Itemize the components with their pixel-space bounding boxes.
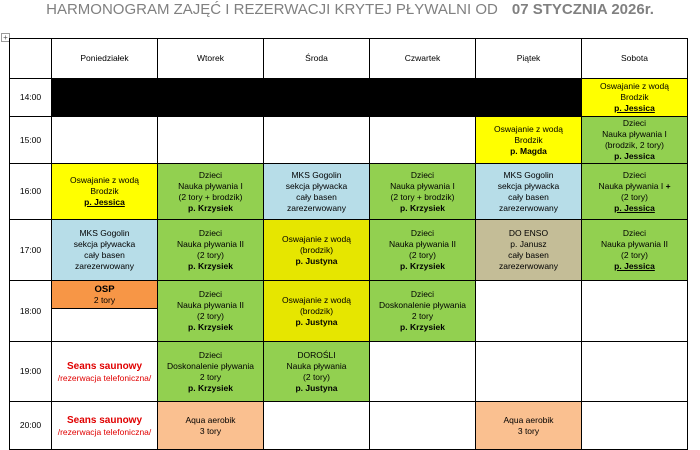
empty-cell [476, 342, 582, 402]
class-line: Nauka pływania [286, 360, 347, 371]
class-line: Brodzik [90, 186, 119, 196]
reserved-block [52, 79, 158, 117]
empty-cell [52, 117, 158, 164]
class-cell[interactable] [158, 281, 264, 342]
class-line: (brodzik) [299, 244, 334, 255]
class-line: Oswajanie z wodą [600, 81, 669, 91]
class-cell[interactable] [476, 117, 582, 164]
class-line: (brodzik, 2 tory) [604, 140, 665, 150]
class-line: Dzieci [198, 169, 223, 180]
class-line: Dzieci [622, 228, 647, 238]
class-line: Dzieci [198, 289, 223, 299]
class-line: cały basen [84, 250, 125, 260]
class-line: Brodzik [514, 134, 543, 145]
class-line: cały basen [296, 191, 337, 202]
class-line: (2 tory + brodzik) [390, 191, 455, 202]
class-line: Aqua aerobik [185, 414, 236, 425]
class-line: DOROŚLI [297, 349, 336, 360]
day-header-saturday: Sobota [582, 39, 688, 79]
empty-cell [264, 402, 370, 450]
time-label: 15:00 [10, 117, 52, 164]
class-line: sekcja pływacka [497, 180, 560, 191]
empty-cell [264, 117, 370, 164]
empty-cell [476, 281, 582, 342]
row-1800 [10, 281, 688, 309]
reserved-block [264, 79, 370, 117]
day-header-thursday: Czwartek [370, 39, 476, 79]
class-line: zarezerwowany [286, 202, 347, 213]
empty-cell [582, 402, 688, 450]
class-line: MKS Gogolin [291, 169, 342, 180]
class-cell[interactable] [158, 402, 264, 450]
instructor: p. Jessica [614, 202, 655, 213]
class-line: zarezerwowany [498, 202, 559, 213]
schedule-table [9, 38, 688, 450]
class-cell[interactable] [582, 164, 688, 220]
class-line: Nauka pływania I [390, 180, 455, 191]
empty-cell [370, 402, 476, 450]
table-move-handle-icon[interactable]: + [1, 33, 10, 42]
class-cell[interactable] [582, 117, 688, 164]
class-line: cały basen [508, 191, 549, 202]
instructor: p. Magda [510, 145, 547, 156]
class-cell[interactable] [264, 164, 370, 220]
class-line: (2 tory) [621, 250, 648, 260]
plus-mark: + [665, 180, 671, 191]
class-cell[interactable] [52, 281, 158, 309]
class-line: Nauka pływania I [602, 129, 667, 139]
class-cell[interactable] [158, 342, 264, 402]
class-line: sekcja pływacka [73, 239, 136, 249]
class-line: Oswajanie z wodą [70, 175, 139, 185]
page-title [0, 0, 700, 22]
row-1700 [10, 220, 688, 281]
class-line: Nauka pływania II [176, 239, 245, 249]
class-line: Dzieci [410, 169, 435, 180]
class-line: Dzieci [410, 228, 435, 238]
day-header-monday: Poniedziałek [52, 39, 158, 79]
class-line: cały basen [508, 250, 549, 260]
class-cell[interactable] [158, 164, 264, 220]
instructor: p. Krzysiek [188, 322, 233, 332]
instructor: p. Justyna [295, 255, 338, 266]
day-header-wednesday: Środa [264, 39, 370, 79]
time-label: 17:00 [10, 220, 52, 281]
empty-cell [370, 342, 476, 402]
time-label: 14:00 [10, 79, 52, 117]
row-1600 [10, 164, 688, 220]
title-text: HARMONOGRAM ZAJĘĆ I REZERWACJI KRYTEJ PŁYWALNI OD [46, 1, 498, 18]
sauna-note: /rezerwacja telefoniczna/ [57, 426, 152, 437]
instructor: p. Krzysiek [400, 261, 445, 271]
class-line: 3 tory [199, 425, 222, 436]
instructor: p. Krzysiek [188, 261, 233, 271]
class-cell[interactable] [52, 164, 158, 220]
class-line: Brodzik [620, 92, 649, 102]
instructor: p. Justyna [295, 382, 338, 393]
class-line: (2 tory) [197, 250, 224, 260]
class-cell[interactable] [264, 342, 370, 402]
class-line: Nauka pływania II [176, 300, 245, 310]
class-line: 2 tory [199, 371, 222, 382]
class-line: zarezerwowany [74, 261, 135, 271]
class-cell[interactable] [582, 220, 688, 281]
class-line: (2 tory) [621, 191, 648, 202]
class-cell[interactable] [52, 220, 158, 281]
class-line [582, 181, 687, 192]
class-line: Nauka pływania II [600, 239, 669, 249]
instructor: p. Jessica [84, 197, 125, 207]
row-1500 [10, 117, 688, 164]
reserved-block [158, 79, 264, 117]
class-line: Dzieci [622, 169, 647, 180]
class-line: p. Janusz [510, 239, 547, 249]
class-cell[interactable] [582, 79, 688, 117]
sauna-note: /rezerwacja telefoniczna/ [57, 372, 152, 383]
class-line: Oswajanie z wodą [282, 233, 351, 244]
instructor: p. Krzysiek [188, 202, 233, 213]
class-line: Dzieci [622, 118, 647, 128]
class-cell[interactable] [476, 164, 582, 220]
class-line: Doskonalenie pływania [379, 300, 466, 310]
instructor: p. Krzysiek [400, 202, 445, 213]
class-line: Nauka pływania I [178, 180, 243, 191]
class-line-text: Nauka pływania I [598, 180, 664, 191]
class-line: (2 tory) [409, 250, 436, 260]
instructor: p. Jessica [614, 103, 655, 113]
class-line: DO ENSO [508, 228, 549, 238]
time-label: 19:00 [10, 342, 52, 402]
class-cell[interactable] [264, 281, 370, 342]
class-cell[interactable] [370, 281, 476, 342]
class-line: Dzieci [410, 289, 435, 299]
instructor: p. Jessica [614, 151, 655, 161]
class-cell[interactable] [476, 402, 582, 450]
class-cell[interactable] [264, 220, 370, 281]
header-row [10, 39, 688, 79]
class-line: (brodzik) [299, 305, 334, 316]
class-line: Aqua aerobik [503, 414, 554, 425]
instructor: p. Jessica [614, 261, 655, 271]
sauna-title-text: Seans saunowy [66, 414, 143, 426]
class-line: Dzieci [198, 349, 223, 360]
sauna-cell[interactable] [52, 342, 158, 402]
class-line: Oswajanie z wodą [282, 294, 351, 305]
class-cell[interactable] [370, 164, 476, 220]
instructor: p. Krzysiek [400, 322, 445, 332]
time-label: 20:00 [10, 402, 52, 450]
class-line: 3 tory [517, 425, 540, 436]
class-line: 2 tory [411, 311, 434, 321]
time-label: 16:00 [10, 164, 52, 220]
sauna-cell[interactable] [52, 402, 158, 450]
sauna-title-text: Seans saunowy [66, 360, 143, 372]
sauna-title [52, 414, 157, 427]
class-line: sekcja pływacka [285, 180, 348, 191]
class-line: zarezerwowany [498, 261, 559, 271]
title-date: 07 STYCZNIA 2026r. [511, 1, 654, 18]
class-line: (2 tory + brodzik) [178, 191, 243, 202]
corner-cell [10, 39, 52, 79]
reserved-block [370, 79, 476, 117]
instructor: p. Krzysiek [188, 382, 233, 393]
time-label: 18:00 [10, 281, 52, 342]
class-line: Nauka pływania II [388, 239, 457, 249]
class-line: Doskonalenie pływania [167, 360, 254, 371]
class-line: (2 tory) [197, 311, 224, 321]
class-cell[interactable] [476, 220, 582, 281]
class-cell[interactable] [158, 220, 264, 281]
class-line: OSP [94, 283, 115, 295]
class-line: MKS Gogolin [79, 228, 130, 238]
row-2000 [10, 402, 688, 450]
day-header-tuesday: Wtorek [158, 39, 264, 79]
empty-cell [582, 342, 688, 402]
class-line: Dzieci [198, 228, 223, 238]
empty-cell [52, 309, 158, 342]
instructor: p. Justyna [295, 316, 338, 327]
sauna-title [52, 360, 157, 373]
class-line: MKS Gogolin [503, 169, 554, 180]
empty-cell [158, 117, 264, 164]
empty-cell [370, 117, 476, 164]
reserved-block [476, 79, 582, 117]
class-cell[interactable] [370, 220, 476, 281]
day-header-friday: Piątek [476, 39, 582, 79]
row-1400 [10, 79, 688, 117]
class-line: Oswajanie z wodą [494, 123, 563, 134]
class-line: (2 tory) [303, 371, 330, 382]
empty-cell [582, 281, 688, 342]
class-line: 2 tory [93, 294, 116, 305]
row-1900 [10, 342, 688, 402]
